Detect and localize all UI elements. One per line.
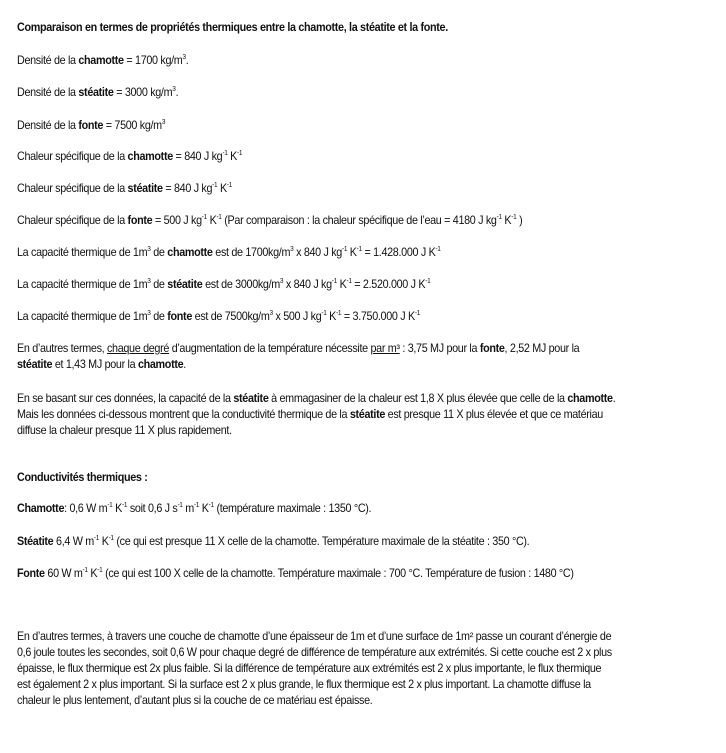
text: d’augmentation de la température nécessite: [169, 342, 371, 355]
underlined-text: chaque degré: [106, 342, 170, 355]
suffix: .: [185, 54, 189, 67]
exponent: -1: [237, 150, 243, 157]
final-paragraph-line: [17, 629, 611, 645]
exponent: 3: [269, 310, 273, 317]
value: soit 0,6 J s: [127, 502, 178, 515]
exponent: -1: [97, 567, 103, 574]
unit: K: [501, 214, 512, 227]
label: Chaleur spécifique de la: [17, 150, 128, 163]
exponent: 3: [182, 54, 186, 61]
final-paragraph-line: [17, 677, 591, 693]
capacity-steatite: [17, 277, 430, 293]
label: Densité de la: [17, 54, 79, 67]
conductivity-steatite: [17, 534, 529, 550]
material-name: Fonte: [17, 567, 45, 580]
value: 6,4 W m: [53, 535, 94, 548]
material-name: chamotte: [127, 150, 173, 163]
exponent: -1: [122, 502, 128, 509]
capacity-fonte: [17, 309, 420, 325]
text: chaleur le plus lentement, d’autant plus si la couche de ce matériau est épaisse.: [17, 694, 373, 707]
exponent: -1: [208, 502, 214, 509]
unit: K: [227, 150, 238, 163]
label: La capacité thermique de 1m: [17, 310, 148, 323]
exponent: 3: [147, 310, 151, 317]
exponent: -1: [107, 502, 113, 509]
value: = 840 J kg: [172, 150, 223, 163]
paragraph-comparison-line1: [17, 391, 615, 407]
exponent: -1: [226, 182, 233, 189]
comparison-note: (Par comparaison : la chaleur spécifique de l’eau = 4180 J kg: [221, 214, 497, 227]
result: = 2.520.000 J K: [351, 278, 426, 291]
exponent: 3: [147, 246, 151, 253]
calc: est de 1700kg/m: [212, 246, 291, 259]
text: à emmagasiner de la chaleur est 1,8 X plus élevée que celle de la: [268, 392, 568, 405]
label: La capacité thermique de 1m: [17, 246, 148, 259]
label: Chaleur spécifique de la: [17, 214, 128, 227]
exponent: 3: [147, 278, 151, 285]
closing-paren: ): [516, 214, 523, 227]
exponent: -1: [341, 246, 348, 253]
density-steatite: [17, 85, 178, 101]
text: En se basant sur ces données, la capacité de la: [17, 392, 234, 405]
unit: K: [206, 214, 217, 227]
calc: x 840 J kg: [293, 246, 342, 259]
unit: K: [199, 502, 209, 515]
exponent: -1: [201, 214, 207, 221]
final-paragraph-line: [17, 661, 601, 677]
material-name: fonte: [167, 310, 192, 323]
label: Chaleur spécifique de la: [17, 182, 128, 195]
exponent: -1: [212, 182, 218, 189]
text: 0,6 joule toutes les secondes, soit 0,6 W pour chaque degré de différence de température aux extrémités. Si cette couche est 2 x plus: [17, 646, 612, 659]
value: : 0,6 W m: [64, 502, 108, 515]
text: : 3,75 MJ pour la: [399, 342, 480, 355]
unit: K: [99, 535, 109, 548]
note: (ce qui est presque 11 X celle de la chamotte. Température maximale de la stéatite : 350 °C).: [113, 535, 530, 548]
conductivity-fonte: [17, 566, 574, 582]
calc: est de 3000kg/m: [202, 278, 280, 291]
text: .: [183, 358, 186, 371]
paragraph-comparison-line2: [17, 407, 603, 423]
text: est presque 11 X plus élevée et que ce matériau: [385, 408, 603, 421]
exponent: -1: [177, 502, 183, 509]
paragraph-comparison-line3: [17, 423, 232, 439]
material-name: fonte: [78, 119, 104, 132]
exponent: -1: [331, 278, 337, 285]
exponent: -1: [356, 246, 362, 253]
specific-heat-chamotte: [17, 149, 242, 165]
unit: K: [87, 567, 98, 580]
text: En d’autres termes,: [17, 342, 107, 355]
material-name: fonte: [127, 214, 153, 227]
exponent: -1: [336, 310, 342, 317]
result: = 1.428.000 J K: [361, 246, 436, 259]
label: Densité de la: [17, 86, 79, 99]
text: , 2,52 MJ pour la: [504, 342, 580, 355]
note: (température maximale : 1350 °C).: [213, 502, 372, 515]
value: = 500 J kg: [152, 214, 202, 227]
unit: K: [217, 182, 227, 195]
calc: est de 7500kg/m: [191, 310, 270, 323]
material-name: stéatite: [349, 408, 386, 421]
capacity-chamotte: [17, 245, 441, 261]
suffix: .: [175, 86, 179, 99]
exponent: 3: [161, 119, 166, 126]
unit: K: [336, 278, 347, 291]
conductivity-heading: [17, 470, 148, 486]
exponent: -1: [511, 214, 517, 221]
density-chamotte: [17, 53, 188, 69]
result: = 3.750.000 J K: [341, 310, 415, 323]
material-name: chamotte: [567, 392, 613, 405]
exponent: -1: [82, 567, 88, 574]
text: En d’autres termes, à travers une couche de chamotte d’une épaisseur de 1m et d’une surface de 1m² passe un courant d’énergie de: [17, 630, 612, 643]
text: Mais les données ci-dessous montrent que la conductivité thermique de la: [17, 408, 350, 421]
exponent: 3: [290, 246, 294, 253]
density-fonte: [17, 118, 165, 134]
note: (ce qui est 100 X celle de la chamotte. Température maximale : 700 °C. Température de fusion : 1480 °C): [102, 567, 574, 580]
value: = 3000 kg/m: [113, 86, 173, 99]
exponent: -1: [496, 214, 502, 221]
text: est également 2 x plus important. Si la surface est 2 x plus grande, le flux thermique est 2 x plus important. La chamotte diffuse la: [17, 678, 591, 691]
exponent: 3: [172, 86, 176, 93]
specific-heat-steatite: [17, 181, 232, 197]
exponent: -1: [425, 278, 431, 285]
material-name: stéatite: [167, 278, 203, 291]
calc: x 840 J kg: [283, 278, 332, 291]
material-name: chamotte: [78, 54, 124, 67]
conductivity-chamotte: [17, 501, 371, 517]
exponent: -1: [216, 214, 222, 221]
title-text: Comparaison en termes de propriétés thermiques entre la chamotte, la stéatite et la fonte.: [17, 21, 448, 34]
exponent: -1: [222, 150, 228, 157]
specific-heat-fonte: [17, 213, 522, 229]
document-title: [17, 20, 448, 36]
value: = 840 J kg: [162, 182, 213, 195]
material-name: chamotte: [137, 358, 184, 371]
connector: de: [150, 310, 168, 323]
connector: de: [150, 278, 168, 291]
material-name: Chamotte: [17, 502, 65, 515]
calc: x 500 J kg: [272, 310, 322, 323]
connector: de: [150, 246, 168, 259]
exponent: -1: [93, 535, 100, 542]
text: épaisse, le flux thermique est 2x plus faible. Si la différence de température aux extrémités est 2 x plus importante, le flux thermique: [17, 662, 602, 675]
final-paragraph-line: [17, 645, 612, 661]
exponent: -1: [414, 310, 420, 317]
exponent: -1: [435, 246, 441, 253]
unit: m: [182, 502, 194, 515]
material-name: chamotte: [167, 246, 213, 259]
exponent: -1: [321, 310, 327, 317]
label: La capacité thermique de 1m: [17, 278, 148, 291]
text: .: [612, 392, 616, 405]
value: 60 W m: [44, 567, 83, 580]
text: diffuse la chaleur presque 11 X plus rapidement.: [17, 424, 232, 437]
exponent: -1: [193, 502, 200, 509]
exponent: -1: [108, 535, 114, 542]
material-name: stéatite: [78, 86, 114, 99]
exponent: 3: [279, 278, 284, 285]
label: Densité de la: [17, 119, 79, 132]
material-name: stéatite: [127, 182, 163, 195]
material-name: stéatite: [233, 392, 269, 405]
material-name: fonte: [479, 342, 505, 355]
underlined-text: par m³: [370, 342, 400, 355]
text: et 1,43 MJ pour la: [52, 358, 138, 371]
heading-text: Conductivités thermiques :: [17, 471, 148, 484]
material-name: Stéatite: [17, 535, 54, 548]
value: = 1700 kg/m: [123, 54, 183, 67]
paragraph-energy-per-degree-line1: [17, 341, 579, 357]
paragraph-energy-per-degree-line2: [17, 357, 186, 373]
value: = 7500 kg/m: [103, 119, 162, 132]
final-paragraph-line: [17, 693, 372, 709]
unit: K: [326, 310, 337, 323]
unit: K: [347, 246, 357, 259]
unit: K: [112, 502, 123, 515]
material-name: stéatite: [17, 358, 53, 371]
exponent: -1: [346, 278, 352, 285]
